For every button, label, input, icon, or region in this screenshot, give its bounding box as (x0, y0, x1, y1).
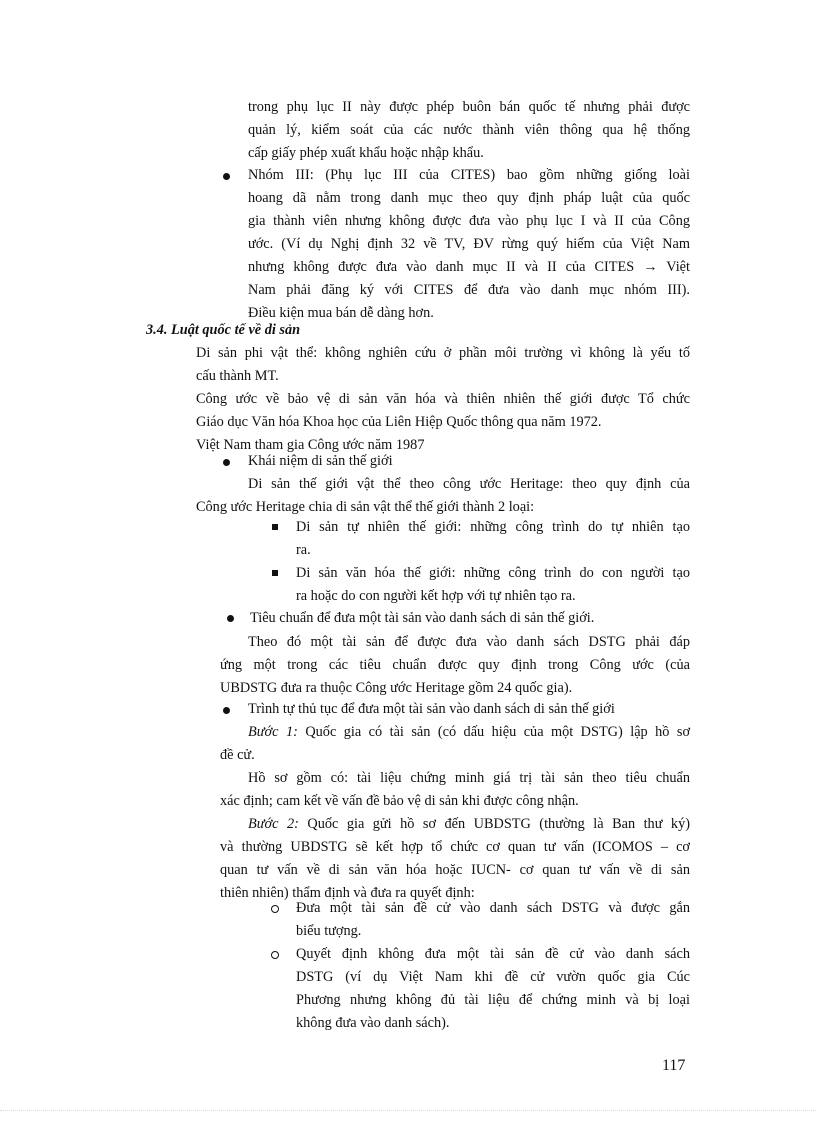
paragraph-di-san-phi-vat-the-cont (196, 365, 690, 388)
text-line (248, 813, 690, 836)
paragraph-nhom-iii (248, 164, 690, 325)
text-line: nhưng không được đưa vào danh mục II và II của CITES → Việt (248, 259, 690, 275)
paragraph-di-san-vat-the (248, 473, 690, 496)
text-line: đề cử. (220, 747, 255, 763)
paragraph-ho-so (248, 767, 690, 790)
text-line: thiên nhiên) thẩm định và đưa ra quyết định: (220, 885, 475, 901)
page-number: 117 (662, 1057, 686, 1074)
text-line (248, 721, 690, 744)
text-line: Giáo dục Văn hóa Khoa học của Liên Hiệp Quốc thông qua năm 1972. (196, 414, 602, 430)
paragraph-phu-luc-ii (248, 96, 690, 165)
text-line: Đưa một tài sản đề cử vào danh sách DSTG và được gắn (296, 900, 690, 916)
text-line: ứng một trong các tiêu chuẩn được quy định trong Công ước (của (220, 657, 690, 673)
bullet-dot-icon (223, 707, 230, 714)
paragraph-ho-so-cont (220, 790, 690, 813)
paragraph-theo-do-cont (220, 654, 690, 700)
text-line: Phương nhưng không đủ tài liệu để chứng minh và bị loại (296, 992, 690, 1008)
list-item-di-san-van-hoa (296, 562, 690, 608)
text-line: cấp giấy phép xuất khẩu hoặc nhập khẩu. (248, 145, 484, 161)
bullet-circle-icon (271, 951, 279, 959)
bullet-tieu-chuan (250, 607, 690, 630)
section-heading: 3.4. Luật quốc tế về di sản (146, 322, 301, 338)
text-line: Di sản phi vật thể: không nghiên cứu ở phần môi trường vì không là yếu tố (196, 345, 690, 361)
list-item-di-san-tu-nhien (296, 516, 690, 562)
text-line: Di sản tự nhiên thế giới: những công trình do tự nhiên tạo (296, 519, 690, 535)
text-line: biểu tượng. (296, 923, 362, 939)
paragraph-buoc-1-cont (220, 744, 690, 767)
paragraph-di-san-phi-vat-the (196, 342, 690, 365)
text-line: Việt Nam tham gia Công ước năm 1987 (196, 437, 425, 453)
bullet-dot-icon (227, 615, 234, 622)
bullet-square-icon (272, 524, 278, 530)
text-line: quản lý, kiểm soát của các nước thành viên thông qua hệ thống (248, 122, 690, 138)
text-line: gia thành viên nhưng không được đưa vào phụ lục I và II của Công (248, 213, 690, 229)
text-line: ra hoặc do con người kết hợp với tự nhiên tạo ra. (296, 588, 576, 604)
text-line: Trình tự thủ tục để đưa một tài sản vào danh sách di sản thế giới (248, 701, 615, 717)
paragraph-buoc-1 (248, 721, 690, 744)
text-line: Theo đó một tài sản để được đưa vào danh sách DSTG phải đáp (248, 634, 690, 650)
text-line: Công ước Heritage chia di sản vật thể thế giới thành 2 loại: (196, 499, 535, 515)
text-line: Di sản văn hóa thế giới: những công trình do con người tạo (296, 565, 690, 581)
text-line: Hồ sơ gồm có: tài liệu chứng minh giá trị tài sản theo tiêu chuẩn (248, 770, 690, 786)
text-line: cấu thành MT. (196, 368, 279, 384)
text-line: Quyết định không đưa một tài sản đề cử vào danh sách (296, 946, 690, 962)
text-line: ước. (Ví dụ Nghị định 32 về TV, ĐV rừng quý hiếm của Việt Nam (248, 236, 690, 252)
list-item-khong-dua-vao (296, 943, 690, 1035)
text-line: xác định; cam kết về vấn đề bảo vệ di sản khi được công nhận. (220, 793, 579, 809)
text-line: Nhóm III: (Phụ lục III của CITES) bao gồm những giống loài (248, 167, 690, 183)
bullet-circle-icon (271, 905, 279, 913)
step-text: Quốc gia gửi hồ sơ đến UBDSTG (thường là Ban thư ký) (298, 816, 690, 832)
text-line: Công ước về bảo vệ di sản văn hóa và thiên nhiên thế giới được Tổ chức (196, 391, 690, 407)
paragraph-buoc-2-cont (220, 836, 690, 905)
page-divider (0, 1110, 816, 1111)
text-line: và thường UBDSTG sẽ kết hợp tổ chức cơ quan tư vấn (ICOMOS – cơ (220, 839, 690, 855)
paragraph-buoc-2 (248, 813, 690, 836)
text-line: ra. (296, 542, 311, 558)
text-line: quan tư vấn về di sản văn hóa hoặc IUCN- cơ quan tư vấn về di sản (220, 862, 690, 878)
bullet-khai-niem (248, 450, 690, 473)
text-line: không đưa vào danh sách). (296, 1015, 450, 1031)
text-line: Nam phải đăng ký với CITES để đưa vào danh mục nhóm III). (248, 282, 690, 298)
text-line: hoang dã nằm trong danh mục theo quy định pháp luật của quốc (248, 190, 690, 206)
bullet-trinh-tu (248, 698, 690, 721)
text-line: Tiêu chuẩn để đưa một tài sản vào danh sách di sản thế giới. (250, 610, 595, 626)
step-label: Bước 1: (248, 724, 298, 740)
text-line: UBDSTG đưa ra thuộc Công ước Heritage gồm 24 quốc gia). (220, 680, 573, 696)
text-line: Điều kiện mua bán dễ dàng hơn. (248, 305, 434, 321)
text-line: trong phụ lục II này được phép buôn bán quốc tế nhưng phải được (248, 99, 690, 115)
paragraph-theo-do (248, 631, 690, 654)
text-line: DSTG (ví dụ Việt Nam khi đề cử vườn quốc gia Cúc (296, 969, 690, 985)
bullet-square-icon (272, 570, 278, 576)
text-line: Di sản thế giới vật thể theo công ước Heritage: theo quy định của (248, 476, 690, 492)
paragraph-cong-uoc (196, 388, 690, 411)
step-text: Quốc gia có tài sản (có dấu hiệu của một DSTG) lập hồ sơ (297, 724, 690, 740)
list-item-dua-vao (296, 897, 690, 943)
bullet-dot-icon (223, 173, 230, 180)
step-label: Bước 2: (248, 816, 299, 832)
text-line: Khái niệm di sản thế giới (248, 453, 393, 469)
bullet-dot-icon (223, 459, 230, 466)
paragraph-cong-uoc-cont (196, 411, 690, 434)
